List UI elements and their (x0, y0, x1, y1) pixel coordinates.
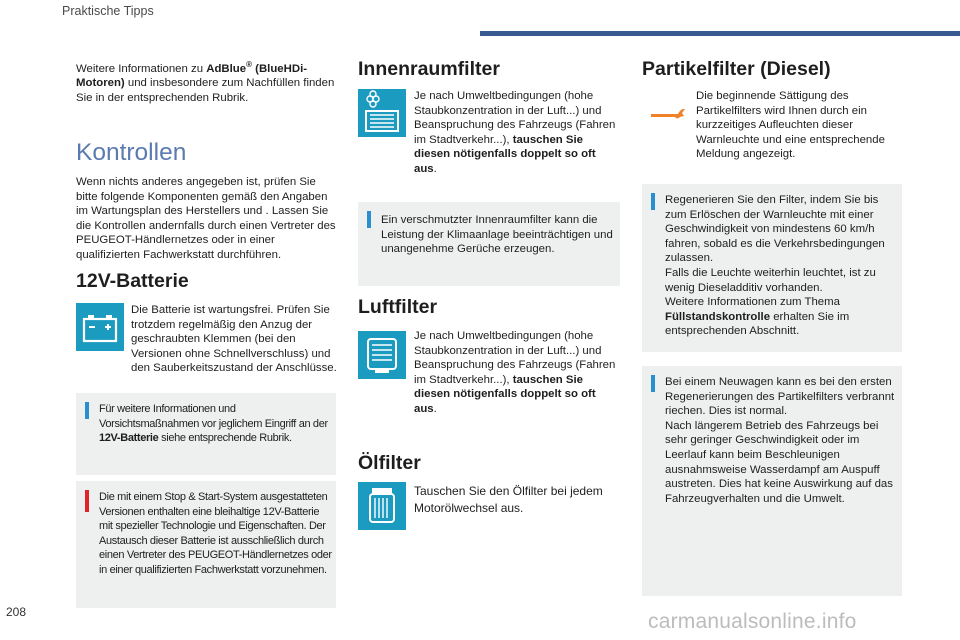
oelfilter-heading: Ölfilter (358, 452, 421, 474)
batterie-paragraph: Die Batterie ist wartungsfrei. Prüfen Sie trotzdem regelmäßig den Anzug der geschraubten Klemmen (bei den Versionen ohne Schnellverschluss) und den Sauberkeitszustand der Anschlüsse. (131, 304, 337, 375)
watermark: carmanualsonline.info (648, 610, 857, 633)
innenraumfilter-text-bold: tauschen Sie diesen nötigenfalls doppelt so oft aus (414, 133, 596, 175)
registered-mark: ® (246, 60, 252, 69)
oelfilter-paragraph: Tauschen Sie den Ölfilter bei jedem Motorölwechsel aus. (414, 484, 603, 515)
oil-filter-icon (358, 482, 406, 530)
partikelfilter-info-2-a: Bei einem Neuwagen kann es bei den ersten Regenerierungen des Partikelfilters verbrannt riechen. Dies ist normal. (665, 376, 895, 418)
partikelfilter-info-2-b: Nach längerem Betrieb des Fahrzeugs bei sehr geringer Geschwindigkeit oder im Leerlauf kann beim Beschleunigen ausnahmsweise Wasserdampf am Auspuff austreten. Dies hat keine Auswirkung auf das Fahrzeugverhalten und die Umwelt. (665, 419, 893, 505)
innenraumfilter-text: Je nach Umweltbedingungen (hohe Staubkonzentration in der Luft...) und Beanspruchung des Fahrzeugs (Fahren im Stadtverkehr...), (414, 90, 616, 146)
innenraumfilter-heading: Innenraumfilter (358, 58, 500, 80)
bluehdi-label: (BlueHDi-Motoren) (76, 62, 308, 90)
batterie-warning-text: Die mit einem Stop & Start-System ausgestatteten Versionen enthalten eine bleihaltige 12V-Batterie mit spezieller Technologie und Eigenschaften. Der Austausch dieser Batterie ist ausschließlich durch einen Vertreter des PEUGEOT-Händlernetzes oder in einer qualifizierten Fachwerkstatt vorzunehmen. (99, 491, 332, 576)
air-filter-icon (358, 331, 406, 379)
batterie-info-text (99, 402, 333, 446)
cabin-filter-icon (358, 89, 406, 137)
partikelfilter-info-2-text (665, 375, 899, 506)
batterie-warning-box (76, 481, 336, 608)
warning-icon (85, 490, 89, 512)
partikelfilter-info-1-c-pre: Weitere Informationen zum Thema (665, 296, 840, 309)
intro-paragraph (76, 58, 338, 106)
innenraumfilter-info-text: Ein verschmutzter Innenraumfilter kann die Leistung der Klimaanlage beeinträchtigen und unangenehme Gerüche erzeugen. (381, 214, 613, 256)
innenraumfilter-text-end: . (433, 162, 437, 175)
partikelfilter-info-box-1 (642, 184, 902, 352)
battery-icon (76, 303, 124, 351)
partikelfilter-info-1-text (665, 193, 899, 339)
batterie-info-box (76, 393, 336, 475)
partikelfilter-info-1-a: Regenerieren Sie den Filter, indem Sie bis zum Erlöschen der Warnleuchte mit einer Geschwindigkeit von mindestens 60 km/h fahren, sobald es die Verkehrsbedingungen zulassen. (665, 194, 885, 265)
info-icon (367, 211, 371, 228)
batterie-heading: 12V-Batterie (76, 270, 189, 292)
batterie-info-bold: 12V-Batterie (99, 432, 159, 445)
partikelfilter-info-1-b: Falls die Leuchte weiterhin leuchtet, ist zu wenig Dieseladditiv vorhanden. (665, 266, 876, 294)
innenraumfilter-info-box (358, 202, 620, 286)
luftfilter-paragraph (414, 329, 620, 417)
batterie-info-post: siehe entsprechende Rubrik. (158, 432, 292, 445)
luftfilter-text-bold: tauschen Sie diesen nötigenfalls doppelt so oft aus (414, 373, 596, 415)
adblue-label: AdBlue (206, 62, 247, 75)
header-bar (480, 31, 960, 36)
luftfilter-heading: Luftfilter (358, 296, 438, 318)
intro-text-start: Weitere Informationen zu (76, 62, 207, 75)
partikelfilter-info-box-2 (642, 366, 902, 596)
particle-filter-warning-icon (648, 100, 688, 124)
kontrollen-paragraph: Wenn nichts anderes angegeben ist, prüfen Sie bitte folgende Komponenten gemäß den Angaben im Wartungsplan des Herstellers und . Lassen Sie die Kontrollen andernfalls durch einen Vertreter des PEUGEOT-Händlernetzes oder in einer qualifizierten Fachwerkstatt durchführen. (76, 176, 336, 261)
section-title: Praktische Tipps (62, 4, 154, 18)
luftfilter-text-end: . (433, 402, 437, 415)
page-number: 208 (6, 605, 27, 619)
batterie-info-pre: Für weitere Informationen und Vorsichtsmaßnahmen vor jeglichem Eingriff an der (99, 403, 328, 430)
luftfilter-text: Je nach Umweltbedingungen (hohe Staubkonzentration in der Luft...) und Beanspruchung des Fahrzeugs (Fahren im Stadtverkehr...), (414, 330, 616, 386)
partikelfilter-info-1-c (665, 295, 899, 339)
partikelfilter-info-1-c-post: erhalten Sie im entsprechenden Abschnitt. (665, 310, 850, 338)
partikelfilter-heading: Partikelfilter (Diesel) (642, 58, 831, 80)
innenraumfilter-paragraph (414, 89, 620, 177)
intro-text-end: und insbesondere zum Nachfüllen finden Sie in der entsprechenden Rubrik. (76, 77, 335, 104)
info-icon (651, 375, 655, 392)
partikelfilter-paragraph: Die beginnende Sättigung des Partikelfilters wird Ihnen durch ein kurzzeitiges Aufleuchten dieser Warnleuchte und eine entsprechende Meldung angezeigt. (696, 90, 885, 161)
kontrollen-heading: Kontrollen (76, 139, 187, 166)
info-icon (85, 402, 89, 419)
partikelfilter-info-1-c-bold: Füllstandskontrolle (665, 310, 771, 323)
info-icon (651, 193, 655, 210)
